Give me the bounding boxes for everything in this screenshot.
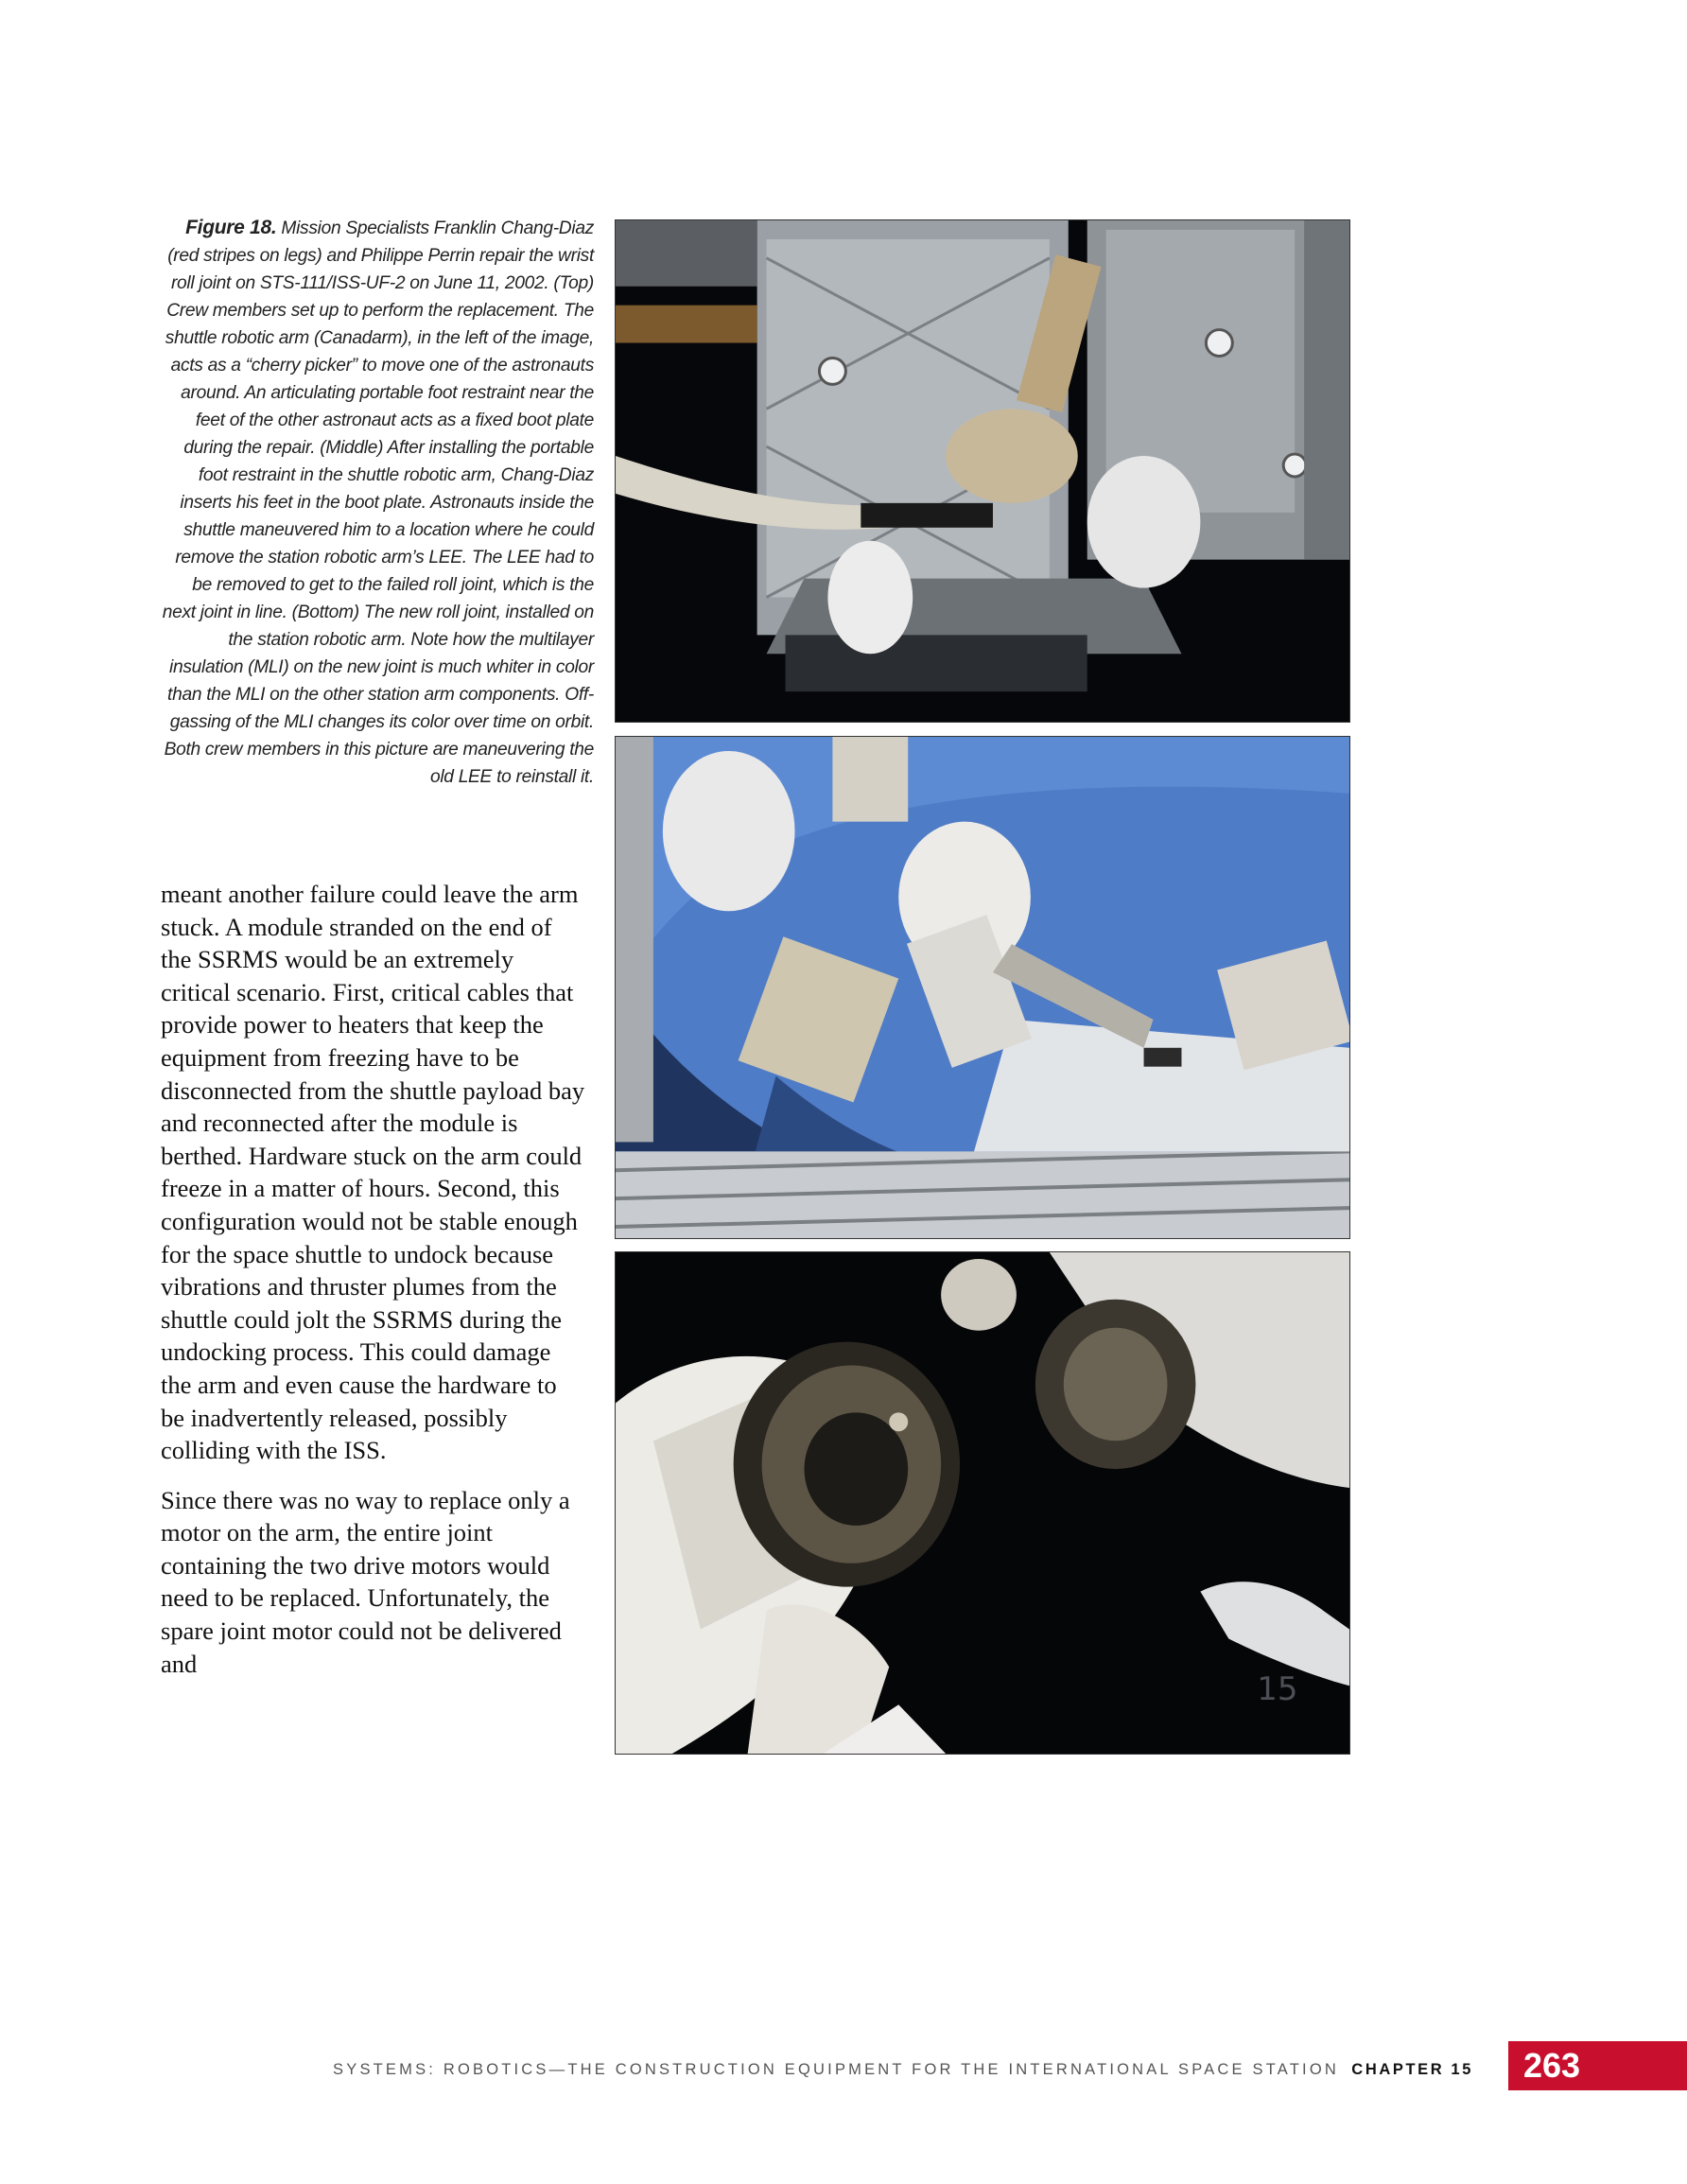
photo-top-crew-setup bbox=[615, 219, 1350, 723]
chapter-label: CHAPTER 15 bbox=[1351, 2061, 1473, 2078]
page-footer bbox=[0, 2046, 1687, 2085]
body-paragraph-2: Since there was no way to replace only a motor on the arm, the entire joint containing the two drive motors would need to be replaced. Unfortunately, the spare joint motor could not be delivered and bbox=[161, 1485, 570, 1678]
figure-label: Figure 18. bbox=[185, 217, 277, 238]
photo-bottom-overlay-number: 15 bbox=[1257, 1670, 1298, 1708]
figure-caption bbox=[159, 214, 594, 791]
photo-middle-image bbox=[616, 737, 1349, 1238]
body-text bbox=[161, 878, 586, 1697]
photo-bottom-image bbox=[616, 1252, 1349, 1754]
photo-top-image bbox=[616, 220, 1349, 722]
page-number: 263 bbox=[1508, 2041, 1687, 2090]
running-head: SYSTEMS: ROBOTICS—THE CONSTRUCTION EQUIPMENT FOR THE INTERNATIONAL SPACE STATION bbox=[333, 2061, 1339, 2078]
figure-caption-text: Mission Specialists Franklin Chang-Diaz (red stripes on legs) and Philippe Perrin repair the wrist roll joint on STS-111/ISS-UF-2 on June 11, 2002. (Top) Crew members set up to perform the replacement. The shuttle robotic arm (Canadarm), in the left of the image, acts as a “cherry picker” to move one of the astronauts around. An articulating portable foot restraint near the feet of the other astronaut acts as a fixed boot plate during the repair. (Middle) After installing the portable foot restraint in the shuttle robotic arm, Chang-Diaz inserts his feet in the boot plate. Astronauts inside the shuttle maneuvered him to a location where he could remove the station robotic arm’s LEE. The LEE had to be removed to get to the failed roll joint, which is the next joint in line. (Bottom) The new roll joint, installed on the station robotic arm. Note how the multilayer insulation (MLI) on the new joint is much whiter in color than the MLI on the other station arm components. Off-gassing of the MLI changes its color over time on orbit. Both crew members in this picture are maneuvering the old LEE to reinstall it. bbox=[162, 218, 594, 787]
photo-bottom-new-roll-joint bbox=[615, 1251, 1350, 1755]
body-paragraph-1: meant another failure could leave the arm stuck. A module stranded on the end of the SSRMS would be an extremely critical scenario. First, critical cables that provide power to heaters that keep the equipment from freezing have to be disconnected from the shuttle payload bay and reconnected after the module is berthed. Hardware stuck on the arm could freeze in a matter of hours. Second, this configuration would not be stable enough for the space shuttle to undock because vibrations and thruster plumes from the shuttle could jolt the SSRMS during the undocking process. This could damage the arm and even cause the hardware to be inadvertently released, possibly colliding with the ISS. bbox=[161, 880, 585, 1465]
photo-middle-lee-removal bbox=[615, 736, 1350, 1239]
